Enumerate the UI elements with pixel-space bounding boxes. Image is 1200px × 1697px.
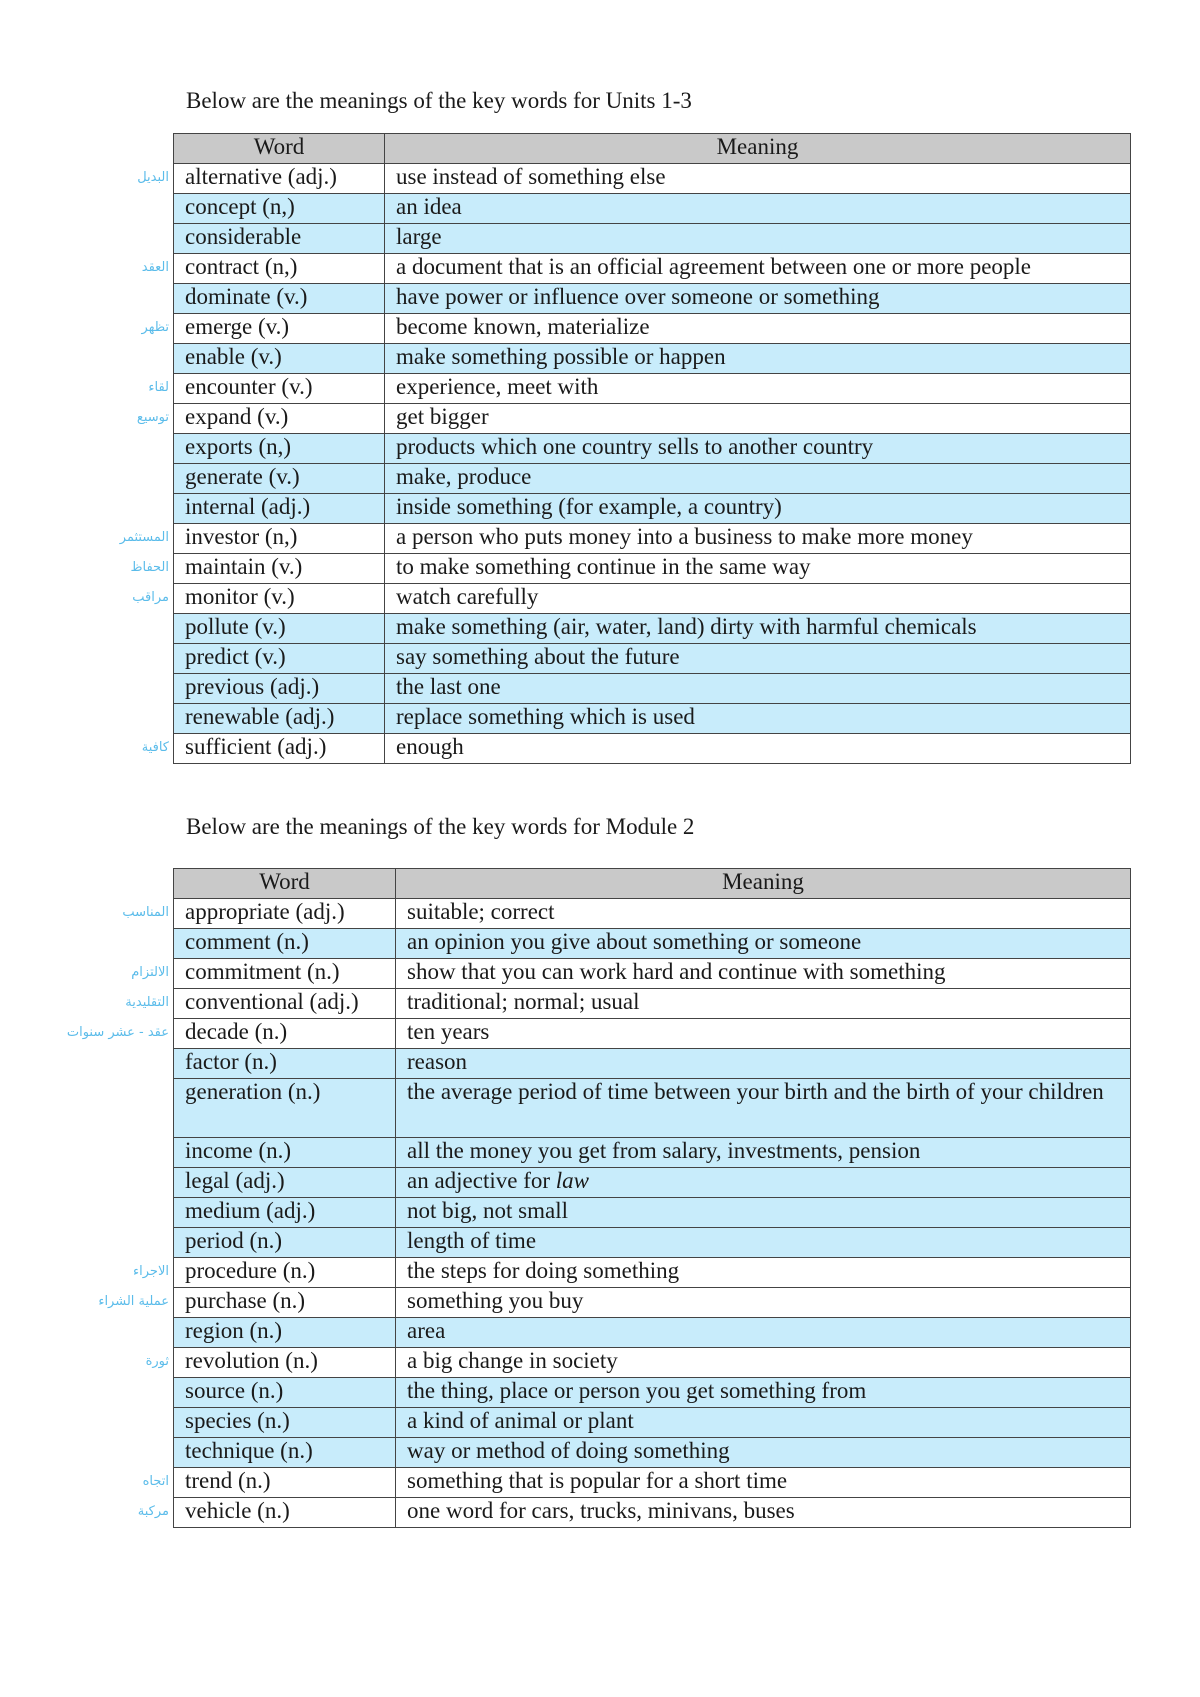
margin-note: البديل — [137, 169, 169, 185]
meaning-cell: an idea — [385, 194, 1131, 224]
margin-note: الالتزام — [131, 964, 169, 980]
table-row — [174, 704, 1131, 734]
word-cell: purchase (n.) — [174, 1288, 396, 1318]
margin-note: مركبة — [137, 1503, 169, 1519]
table-row — [174, 959, 1131, 989]
meaning-cell: not big, not small — [396, 1198, 1131, 1228]
margin-note: مراقب — [132, 589, 169, 605]
word-cell: enable (v.) — [174, 344, 385, 374]
table-body — [174, 899, 1131, 1528]
word-cell: species (n.) — [174, 1408, 396, 1438]
word-cell: encounter (v.) — [174, 374, 385, 404]
meaning-cell: the steps for doing something — [396, 1258, 1131, 1288]
word-cell: alternative (adj.) — [174, 164, 385, 194]
margin-note: العقد — [141, 259, 169, 275]
table-row — [174, 1408, 1131, 1438]
word-cell: procedure (n.) — [174, 1258, 396, 1288]
meaning-cell: replace something which is used — [385, 704, 1131, 734]
section2-heading: Below are the meanings of the key words for Module 2 — [186, 814, 695, 839]
word-cell: generate (v.) — [174, 464, 385, 494]
table-row — [174, 524, 1131, 554]
word-cell: vehicle (n.) — [174, 1498, 396, 1528]
table-row — [174, 1438, 1131, 1468]
word-cell: investor (n,) — [174, 524, 385, 554]
meaning-cell: something that is popular for a short time — [396, 1468, 1131, 1498]
word-cell: maintain (v.) — [174, 554, 385, 584]
word-cell: medium (adj.) — [174, 1198, 396, 1228]
word-cell: sufficient (adj.) — [174, 734, 385, 764]
meaning-cell: to make something continue in the same way — [385, 554, 1131, 584]
table-row — [174, 344, 1131, 374]
table-row — [174, 554, 1131, 584]
meaning-cell: length of time — [396, 1228, 1131, 1258]
meaning-cell: all the money you get from salary, investments, pension — [396, 1138, 1131, 1168]
table-row — [174, 374, 1131, 404]
word-cell: trend (n.) — [174, 1468, 396, 1498]
meaning-cell: an opinion you give about something or someone — [396, 929, 1131, 959]
margin-note: كافية — [141, 739, 169, 755]
meaning-cell: a big change in society — [396, 1348, 1131, 1378]
table-row — [174, 164, 1131, 194]
word-cell: considerable — [174, 224, 385, 254]
word-cell: factor (n.) — [174, 1049, 396, 1079]
table-row — [174, 1019, 1131, 1049]
meaning-cell: ten years — [396, 1019, 1131, 1049]
section1-heading: Below are the meanings of the key words for Units 1-3 — [186, 88, 692, 113]
meaning-cell: make something (air, water, land) dirty with harmful chemicals — [385, 614, 1131, 644]
meaning-cell: become known, materialize — [385, 314, 1131, 344]
table-body — [174, 164, 1131, 764]
table-row — [174, 929, 1131, 959]
table-row — [174, 614, 1131, 644]
margin-note: اتجاه — [142, 1473, 169, 1489]
word-cell: conventional (adj.) — [174, 989, 396, 1019]
meaning-cell: traditional; normal; usual — [396, 989, 1131, 1019]
meaning-cell: suitable; correct — [396, 899, 1131, 929]
meaning-cell: the average period of time between your birth and the birth of your children — [396, 1079, 1131, 1138]
table-row — [174, 734, 1131, 764]
table-row — [174, 1318, 1131, 1348]
table-row — [174, 224, 1131, 254]
word-cell: source (n.) — [174, 1378, 396, 1408]
table-row — [174, 1468, 1131, 1498]
table-row — [174, 194, 1131, 224]
word-cell: dominate (v.) — [174, 284, 385, 314]
column-header-meaning: Meaning — [385, 134, 1131, 164]
meaning-cell: reason — [396, 1049, 1131, 1079]
margin-note: لقاء — [148, 379, 169, 395]
table-row — [174, 1348, 1131, 1378]
meaning-cell: large — [385, 224, 1131, 254]
word-cell: appropriate (adj.) — [174, 899, 396, 929]
word-cell: comment (n.) — [174, 929, 396, 959]
meaning-cell: a person who puts money into a business to make more money — [385, 524, 1131, 554]
word-cell: predict (v.) — [174, 644, 385, 674]
meaning-cell: a document that is an official agreement between one or more people — [385, 254, 1131, 284]
table-row — [174, 1198, 1131, 1228]
word-cell: renewable (adj.) — [174, 704, 385, 734]
key-words-table-units-1-3 — [173, 133, 1131, 764]
word-cell: exports (n,) — [174, 434, 385, 464]
meaning-cell: an adjective for law — [396, 1168, 1131, 1198]
meaning-cell: get bigger — [385, 404, 1131, 434]
table-row — [174, 404, 1131, 434]
table-row — [174, 989, 1131, 1019]
meaning-cell: use instead of something else — [385, 164, 1131, 194]
table-row — [174, 1288, 1131, 1318]
table-row — [174, 1049, 1131, 1079]
margin-note: الاجراء — [133, 1263, 169, 1279]
table-row — [174, 674, 1131, 704]
table-row — [174, 1378, 1131, 1408]
word-cell: internal (adj.) — [174, 494, 385, 524]
table-row — [174, 1079, 1131, 1138]
table-row — [174, 434, 1131, 464]
column-header-meaning: Meaning — [396, 869, 1131, 899]
margin-note: المناسب — [122, 904, 169, 920]
word-cell: generation (n.) — [174, 1079, 396, 1138]
word-cell: technique (n.) — [174, 1438, 396, 1468]
meaning-cell: the thing, place or person you get something from — [396, 1378, 1131, 1408]
meaning-cell: have power or influence over someone or something — [385, 284, 1131, 314]
meaning-cell: one word for cars, trucks, minivans, buses — [396, 1498, 1131, 1528]
margin-note: تظهر — [141, 319, 169, 335]
meaning-cell: enough — [385, 734, 1131, 764]
table-row — [174, 584, 1131, 614]
meaning-cell: experience, meet with — [385, 374, 1131, 404]
margin-note: عقد - عشر سنوات — [66, 1024, 169, 1040]
word-cell: emerge (v.) — [174, 314, 385, 344]
table-row — [174, 1258, 1131, 1288]
word-cell: contract (n,) — [174, 254, 385, 284]
table-row — [174, 1498, 1131, 1528]
meaning-cell: inside something (for example, a country) — [385, 494, 1131, 524]
table-row — [174, 644, 1131, 674]
word-cell: concept (n,) — [174, 194, 385, 224]
table-row — [174, 1138, 1131, 1168]
table-row — [174, 254, 1131, 284]
table-row — [174, 1168, 1131, 1198]
meaning-cell: a kind of animal or plant — [396, 1408, 1131, 1438]
word-cell: region (n.) — [174, 1318, 396, 1348]
table-row — [174, 314, 1131, 344]
meaning-cell: show that you can work hard and continue with something — [396, 959, 1131, 989]
word-cell: legal (adj.) — [174, 1168, 396, 1198]
meaning-cell: say something about the future — [385, 644, 1131, 674]
key-words-table-module-2 — [173, 868, 1131, 1528]
meaning-cell: watch carefully — [385, 584, 1131, 614]
word-cell: commitment (n.) — [174, 959, 396, 989]
word-cell: expand (v.) — [174, 404, 385, 434]
table-header-row — [174, 869, 1131, 899]
meaning-cell: area — [396, 1318, 1131, 1348]
word-cell: previous (adj.) — [174, 674, 385, 704]
margin-note: المستثمر — [119, 529, 169, 545]
word-cell: revolution (n.) — [174, 1348, 396, 1378]
word-cell: decade (n.) — [174, 1019, 396, 1049]
meaning-cell: something you buy — [396, 1288, 1131, 1318]
table-header-row — [174, 134, 1131, 164]
margin-note: توسيع — [136, 409, 169, 425]
meaning-cell: make, produce — [385, 464, 1131, 494]
table-row — [174, 1228, 1131, 1258]
table-row — [174, 899, 1131, 929]
column-header-word: Word — [174, 134, 385, 164]
meaning-cell: make something possible or happen — [385, 344, 1131, 374]
table-row — [174, 464, 1131, 494]
meaning-cell: way or method of doing something — [396, 1438, 1131, 1468]
meaning-cell: products which one country sells to another country — [385, 434, 1131, 464]
margin-note: ثورة — [145, 1353, 169, 1369]
margin-note: الحفاظ — [130, 559, 169, 575]
table-row — [174, 284, 1131, 314]
margin-note: عملية الشراء — [98, 1293, 169, 1309]
meaning-cell: the last one — [385, 674, 1131, 704]
column-header-word: Word — [174, 869, 396, 899]
word-cell: monitor (v.) — [174, 584, 385, 614]
margin-note: التقليدية — [125, 994, 169, 1010]
table-row — [174, 494, 1131, 524]
word-cell: pollute (v.) — [174, 614, 385, 644]
word-cell: period (n.) — [174, 1228, 396, 1258]
word-cell: income (n.) — [174, 1138, 396, 1168]
